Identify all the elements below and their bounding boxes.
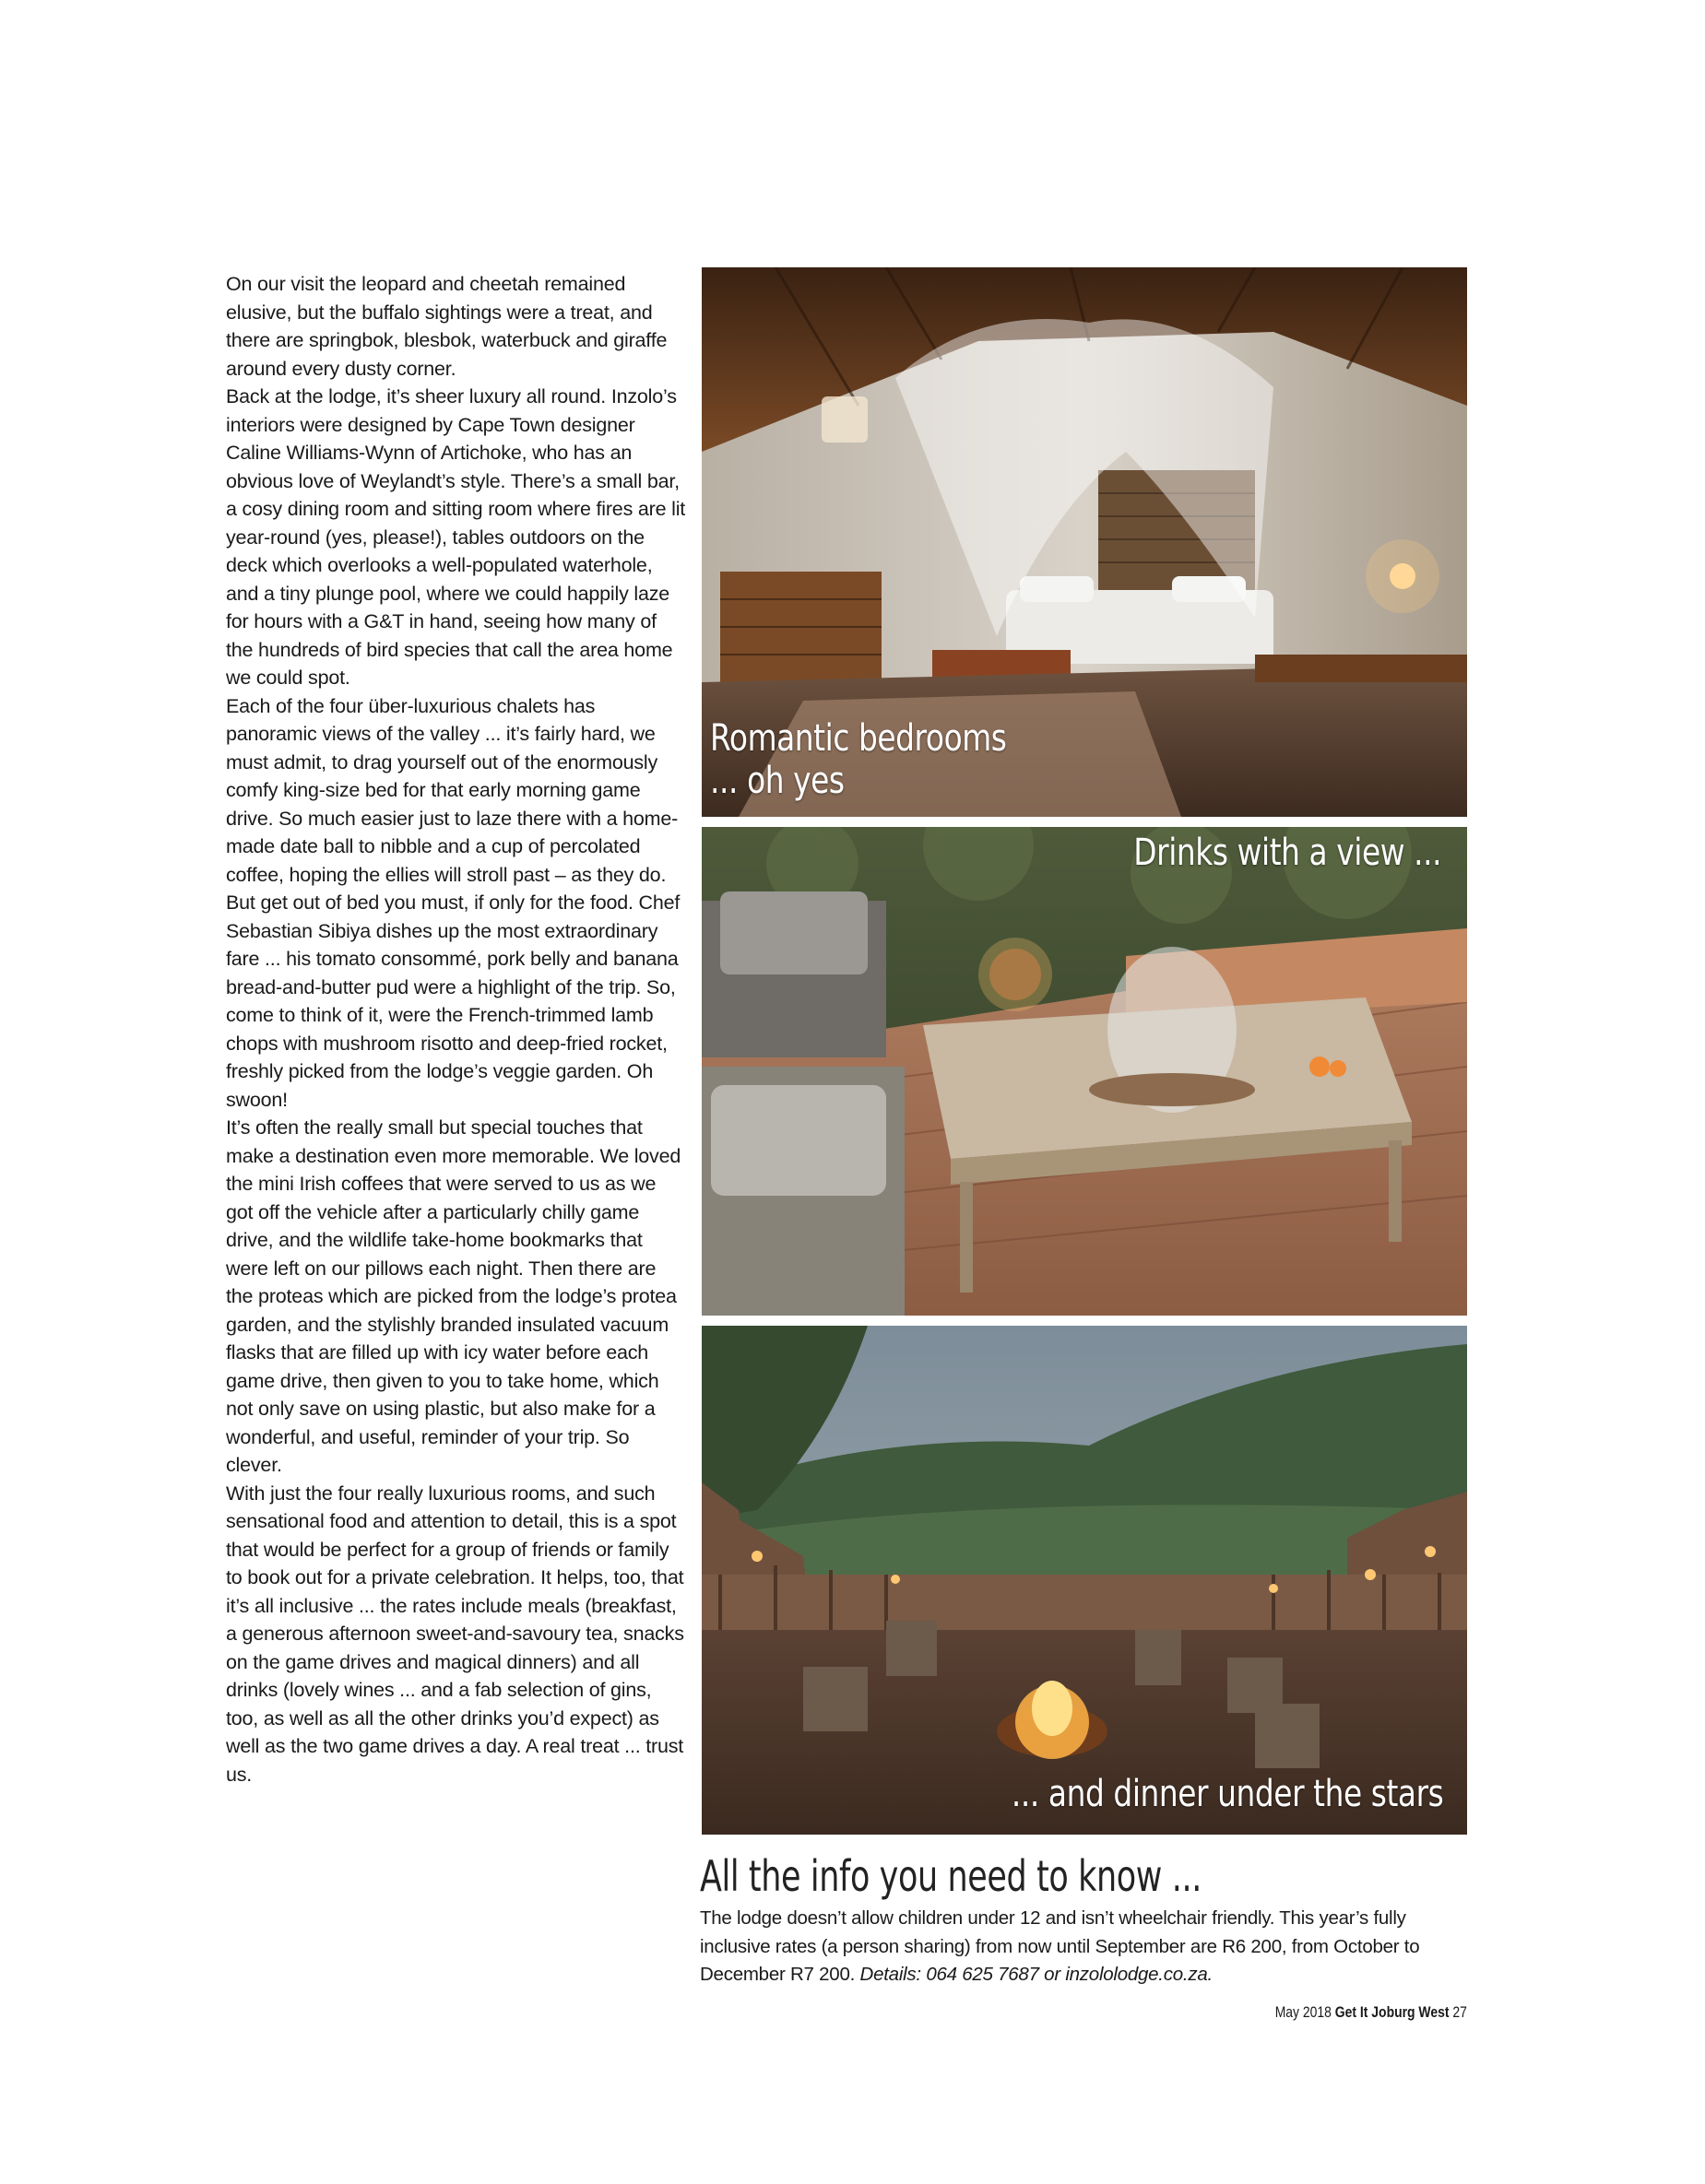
info-title: All the info you need to know ... bbox=[700, 1851, 1202, 1901]
bedroom-caption-line2: ... oh yes bbox=[710, 760, 845, 802]
bedroom-caption bbox=[710, 717, 1006, 802]
footer-date: May 2018 bbox=[1274, 2003, 1332, 2021]
article-paragraph: With just the four really luxurious rooms, and such sensational food and attention to detail, this is a spot that would be perfect for a group of friends or family to book out for a private celebration. It helps, too, that it’s all inclusive ... the rates include meals (breakfast, a generous afternoon sweet-and-savoury tea, snacks on the game drives and magical dinners) and all drinks (lovely wines ... and a fab selection of gins, too, as well as all the other drinks you’d expect) as well as the two game drives a day. A real treat ... trust us. bbox=[226, 1482, 684, 1786]
article-paragraph: Back at the lodge, it’s sheer luxury all round. Inzolo’s interiors were designed by Cape Town designer Caline Williams-Wynn of Artichoke, who has an obvious love of Weylandt’s style. There’s a small bar, a cosy dining room and sitting room where fires are lit year-round (yes, please!), tables outdoors on the deck which overlooks a well-populated waterhole, and a tiny plunge pool, where we could happily laze for hours with a G&T in hand, seeing how many of the hundreds of bird species that call the area home we could spot. bbox=[226, 385, 686, 689]
footer-publication: Get It Joburg West bbox=[1334, 2003, 1450, 2021]
firepit-photo bbox=[702, 1326, 1467, 1835]
article-body bbox=[226, 270, 687, 1789]
deck-photo bbox=[702, 827, 1467, 1316]
article-paragraph: Each of the four über-luxurious chalets has panoramic views of the valley ... it’s fairly hard, we must admit, to drag yourself out of the enormously comfy king-size bed for that early morning game drive. So much easier just to laze there with a home-made date ball to nibble and a cup of percolated coffee, hoping the ellies will stroll past – as they do. bbox=[226, 694, 679, 886]
article-paragraph: But get out of bed you must, if only for the food. Chef Sebastian Sibiya dishes up the most extraordinary fare ... his tomato consommé, pork belly and banana bread-and-butter pud were a highlight of the trip. So, come to think of it, were the French-trimmed lamb chops with mushroom risotto and deep-fried rocket, freshly picked from the lodge’s veggie garden. Oh swoon! bbox=[226, 891, 681, 1111]
info-text bbox=[700, 1905, 1470, 1989]
info-details: Details: 064 625 7687 or inzololodge.co.za. bbox=[859, 1964, 1213, 1985]
deck-caption: Drinks with a view ... bbox=[1133, 832, 1441, 874]
firepit-caption: ... and dinner under the stars bbox=[1011, 1773, 1443, 1815]
bedroom-caption-line1: Romantic bedrooms bbox=[710, 717, 1007, 760]
article-paragraph: On our visit the leopard and cheetah remained elusive, but the buffalo sightings were a treat, and there are springbok, blesbok, waterbuck and giraffe around every dusty corner. bbox=[226, 273, 668, 380]
footer-page-number: 27 bbox=[1452, 2003, 1467, 2021]
info-body: The lodge doesn’t allow children under 12 and isn’t wheelchair friendly. This year’s fully inclusive rates (a person sharing) from now until September are R6 200, from October to December R7 200. bbox=[700, 1907, 1420, 1985]
article-paragraph: It’s often the really small but special touches that make a destination even more memorable. We loved the mini Irish coffees that were served to us as we got off the vehicle after a particularly chilly game drive, and the wildlife take-home bookmarks that were left on our pillows each night. Then there are the proteas which are picked from the lodge’s protea garden, and the stylishly branded insulated vacuum flasks that are filled up with icy water before each game drive, then given to you to take home, which not only save on using plastic, but also make for a wonderful, and useful, reminder of your trip. So clever. bbox=[226, 1116, 681, 1476]
page-footer bbox=[1275, 2003, 1467, 2022]
